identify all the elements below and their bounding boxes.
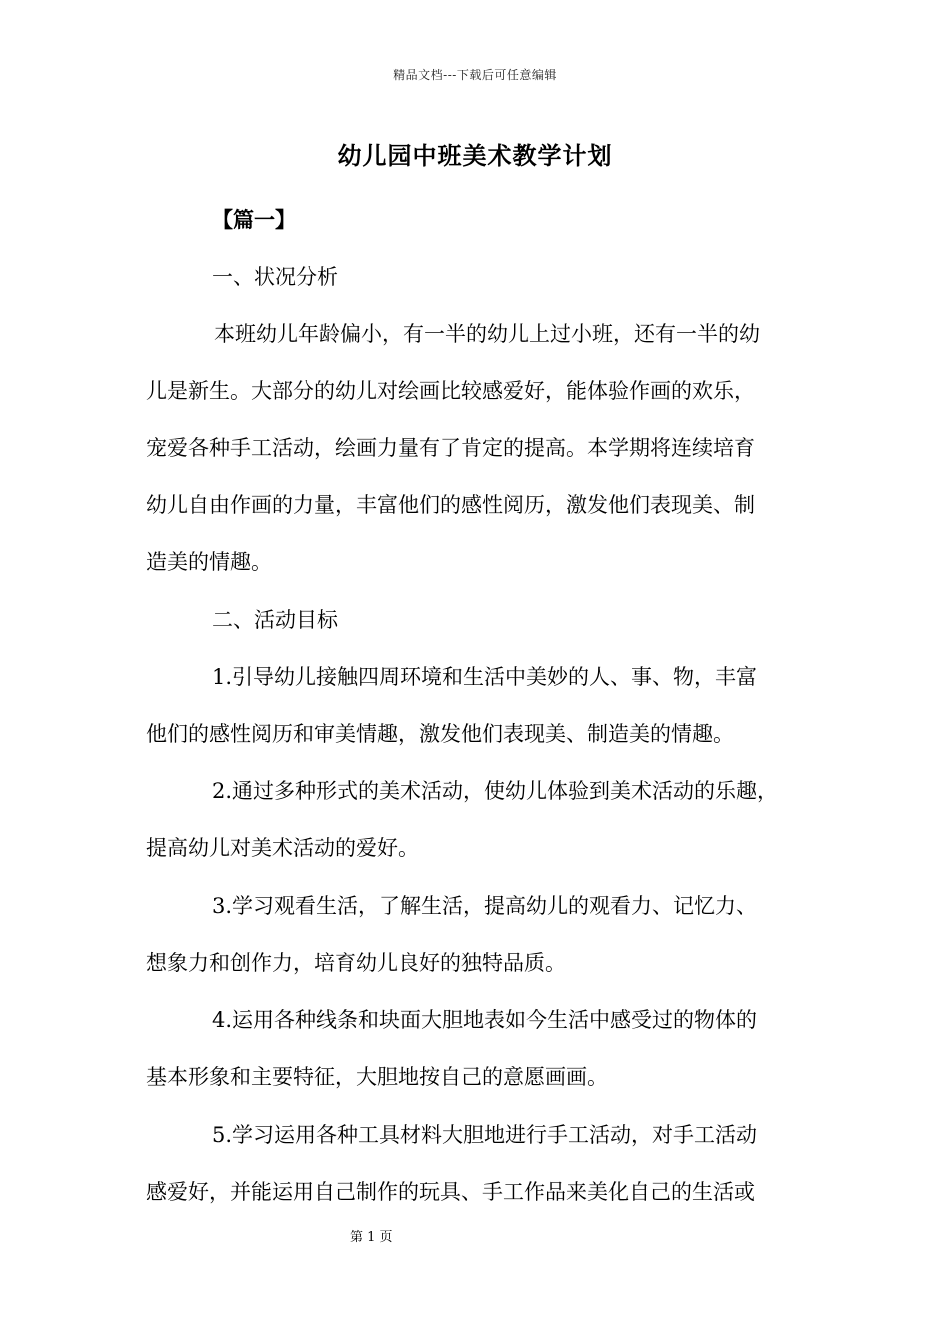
page-number: 第 1 页: [350, 1230, 393, 1245]
header-note: 精品文档---下载后可任意编辑: [393, 68, 557, 82]
document-title: 幼儿园中班美术教学计划: [337, 141, 613, 170]
paragraph-line: 宠爱各种手工活动，绘画力量有了肯定的提高。本学期将连续培育: [146, 436, 755, 460]
section-marker: 【篇一】: [212, 207, 296, 232]
goal-item-1: 1.引导幼儿接触四周环境和生活中美妙的人、事、物，丰富: [212, 665, 758, 689]
paragraph-line: 幼儿自由作画的力量，丰富他们的感性阅历，激发他们表现美、制: [146, 493, 755, 517]
goal-item-4-cont: 基本形象和主要特征，大胆地按自己的意愿画画。: [146, 1065, 608, 1089]
goal-item-4: 4.运用各种线条和块面大胆地表如今生活中感受过的物体的: [212, 1008, 758, 1032]
goal-item-1-cont: 他们的感性阅历和审美情趣，激发他们表现美、制造美的情趣。: [146, 722, 734, 746]
goal-item-2-cont: 提高幼儿对美术活动的爱好。: [146, 836, 419, 860]
goal-item-5: 5.学习运用各种工具材料大胆地进行手工活动，对手工活动: [212, 1123, 758, 1147]
paragraph-line: 儿是新生。大部分的幼儿对绘画比较感爱好，能体验作画的欢乐，: [146, 379, 755, 403]
goal-item-3-cont: 想象力和创作力，培育幼儿良好的独特品质。: [146, 951, 566, 975]
heading-activity-goals: 二、活动目标: [212, 608, 338, 632]
heading-situation-analysis: 一、状况分析: [212, 265, 338, 289]
goal-item-3: 3.学习观看生活，了解生活，提高幼儿的观看力、记忆力、: [212, 894, 758, 918]
paragraph-line: 本班幼儿年龄偏小，有一半的幼儿上过小班，还有一半的幼: [214, 322, 760, 346]
goal-item-5-cont: 感爱好，并能运用自己制作的玩具、手工作品来美化自己的生活或: [146, 1180, 755, 1204]
paragraph-line: 造美的情趣。: [146, 550, 272, 574]
goal-item-2: 2.通过多种形式的美术活动，使幼儿体验到美术活动的乐趣，: [212, 779, 779, 803]
